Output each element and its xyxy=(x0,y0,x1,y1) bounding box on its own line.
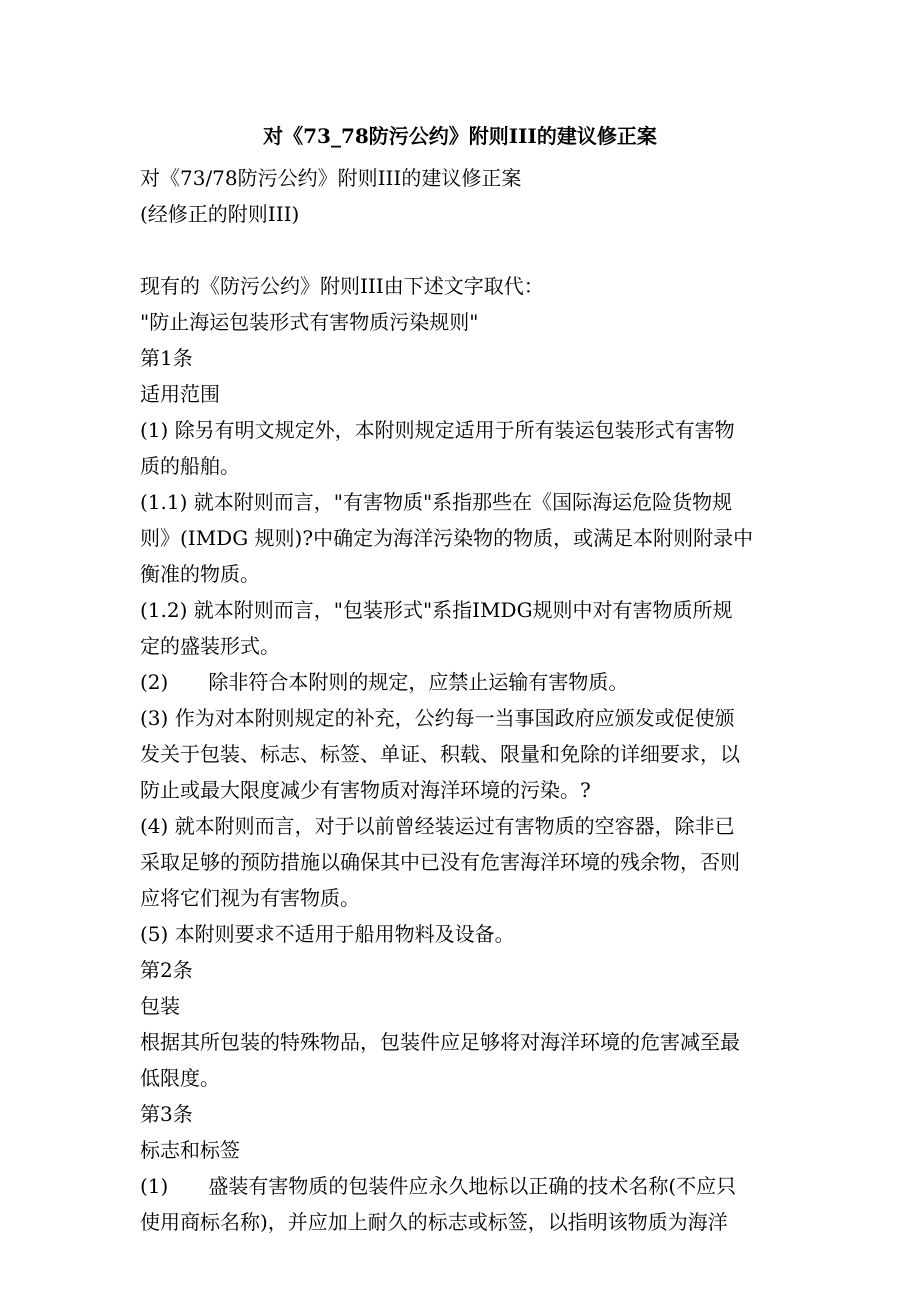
text-line: 使用商标名称)，并应加上耐久的标志或标签，以指明该物质为海洋 xyxy=(140,1210,728,1234)
section-heading: 适用范围 xyxy=(140,382,220,406)
text-line: 发关于包装、标志、标签、单证、积载、限量和免除的详细要求，以 xyxy=(140,742,740,766)
text-line: 低限度。 xyxy=(140,1066,220,1090)
section-heading: 标志和标签 xyxy=(140,1138,240,1162)
blank-line xyxy=(140,232,790,268)
text-line: 定的盛装形式。 xyxy=(140,634,280,658)
text-line: (经修正的附则III) xyxy=(140,202,300,226)
text-line: (1) 除另有明文规定外，本附则规定适用于所有装运包装形式有害物 xyxy=(140,418,735,442)
text-line: (1.1) 就本附则而言，"有害物质"系指那些在《国际海运危险货物规 xyxy=(140,490,733,514)
text-line: (2) 除非符合本附则的规定，应禁止运输有害物质。 xyxy=(140,670,629,694)
text-line: 应将它们视为有害物质。 xyxy=(140,886,360,910)
text-line: 则》(IMDG 规则)?中确定为海洋污染物的物质，或满足本附则附录中 xyxy=(140,526,754,550)
text-line: (5) 本附则要求不适用于船用物料及设备。 xyxy=(140,922,515,946)
text-line: 衡准的物质。 xyxy=(140,562,260,586)
section-heading: 包装 xyxy=(140,994,180,1018)
text-line: 采取足够的预防措施以确保其中已没有危害海洋环境的残余物，否则 xyxy=(140,850,740,874)
article-heading: 第3条 xyxy=(140,1102,193,1126)
text-line: 现有的《防污公约》附则III由下述文字取代： xyxy=(140,274,544,298)
text-line: 防止或最大限度减少有害物质对海洋环境的污染。? xyxy=(140,778,591,802)
text-line: 根据其所包装的特殊物品，包装件应足够将对海洋环境的危害减至最 xyxy=(140,1030,740,1054)
text-line: (4) 就本附则而言，对于以前曾经装运过有害物质的空容器，除非已 xyxy=(140,814,735,838)
document-body xyxy=(140,160,790,1240)
text-line: 质的船舶。 xyxy=(140,454,240,478)
article-heading: 第2条 xyxy=(140,958,193,982)
text-line: (3) 作为对本附则规定的补充，公约每一当事国政府应颁发或促使颁 xyxy=(140,706,735,730)
text-line: (1.2) 就本附则而言，"包装形式"系指IMDG规则中对有害物质所规 xyxy=(140,598,733,622)
text-line: 对《73/78防污公约》附则III的建议修正案 xyxy=(140,166,522,190)
document-title: 对《73_78防污公约》附则III的建议修正案 xyxy=(263,124,657,148)
article-heading: 第1条 xyxy=(140,346,193,370)
text-line: "防止海运包装形式有害物质污染规则" xyxy=(140,310,479,334)
text-line: (1) 盛装有害物质的包装件应永久地标以正确的技术名称(不应只 xyxy=(140,1174,737,1198)
